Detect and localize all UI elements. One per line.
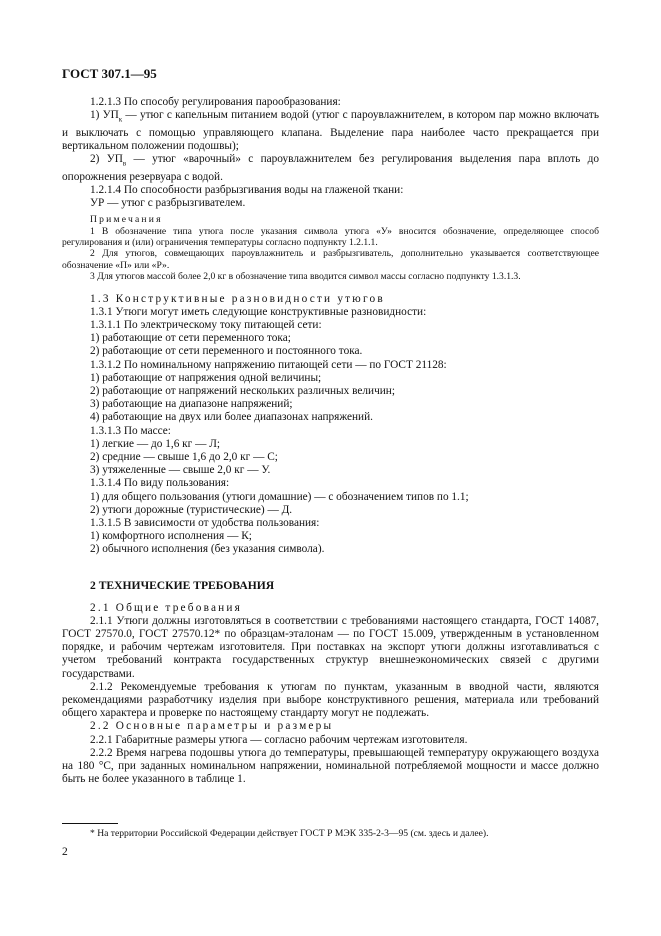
clause-1-3-1-2: 1.3.1.2 По номинальному напряжению питающей сети — по ГОСТ 21128:: [90, 358, 447, 371]
note-3: 3 Для утюгов массой более 2,0 кг в обозначение типа вводится символ массы согласно подпункту 1.3.1.3.: [90, 271, 521, 283]
clause-2-2-2: 2.2.2 Время нагрева подошвы утюга до температуры, превышающей температуру окружающего воздуха на 180 °С, при заданных номинальном напряжении, номинальной потребляемой мощности и массе должно быть не более указанного в таблице 1.: [62, 746, 599, 786]
list-item: 1) комфортного исполнения — К;: [90, 530, 252, 543]
footnote: * На территории Российской Федерации действует ГОСТ Р МЭК 335-2-3—95 (см. здесь и далее).: [90, 828, 489, 839]
list-item: 4) работающие на двух или более диапазонах напряжений.: [90, 411, 373, 424]
list-item: 2) работающие от сети переменного и постоянного тока.: [90, 345, 363, 358]
list-item: 2) обычного исполнения (без указания символа).: [90, 543, 325, 556]
clause-1-3-1-1: 1.3.1.1 По электрическому току питающей сети:: [90, 318, 322, 331]
list-item: 2) утюги дорожные (туристические) — Д.: [90, 503, 293, 516]
item-up-v: 2) $УП_в$ — утюг «варочный» с пароувлажнителем без регулирования выделения пара вплоть до опорожнения резервуара с водой.: [62, 153, 599, 183]
list-item: 3) утяжеленные — свыше 2,0 кг — У.: [90, 464, 271, 477]
clause-1-3-1-5: 1.3.1.5 В зависимости от удобства пользования:: [90, 517, 320, 530]
list-item: 2) работающие от напряжений нескольких различных величин;: [90, 384, 395, 397]
note-2: 2 Для утюгов, совмещающих пароувлажнитель и разбрызгиватель, дополнительно указывается соответствующее обозначение «П» или «Р».: [62, 248, 599, 271]
section-1-3-title: 1.3 Конструктивные разновидности утюгов: [90, 292, 385, 305]
clause-2-2-1: 2.2.1 Габаритные размеры утюга — согласно рабочим чертежам изготовителя.: [90, 733, 468, 746]
footnote-divider: [62, 823, 118, 824]
section-2-1-title: 2.1 Общие требования: [90, 601, 243, 614]
clause-1-2-1-4: 1.2.1.4 По способности разбрызгивания воды на глаженой ткани:: [90, 183, 404, 196]
clause-2-1-2: 2.1.2 Рекомендуемые требования к утюгам по пунктам, указанным в вводной части, являются рекомендациями разработчику изделия при выборе конструктивного решения, материала или требований общего характера и проверке по настоящему стандарту могут не подлежать.: [62, 680, 599, 720]
item-ur: УР — утюг с разбрызгивателем.: [90, 196, 246, 209]
item-up-k: 1) $УП_к$ — утюг с капельным питанием водой (утюг с пароувлажнителем, в котором пар можно включать и выключать с помощью управляющего клапана. Выделение пара наиболее часто прекращается при вертикальном положении подошвы);: [62, 109, 599, 152]
section-2-2-title: 2.2 Основные параметры и размеры: [90, 720, 334, 733]
list-item: 2) средние — свыше 1,6 до 2,0 кг — С;: [90, 451, 278, 463]
clause-2-1-1: 2.1.1 Утюги должны изготовляться в соответствии с требованиями настоящего стандарта, ГОСТ 14087, ГОСТ 27570.0, ГОСТ 27570.12* по образцам-эталонам — по ГОСТ 15.009, утвержденным в установленном порядке, и рабочим чертежам изготовителя. При поставках на экспорт утюги должны изготавливаться с учетом требований контракта государственных структур внешнеэкономических связей с другими государствами.: [62, 614, 599, 680]
page-number: 2: [62, 846, 68, 858]
clause-1-2-1-3: 1.2.1.3 По способу регулирования парообразования:: [90, 96, 341, 108]
document-header: ГОСТ 307.1—95: [62, 66, 157, 81]
document-body: [62, 96, 599, 786]
notes-title: Примечания: [90, 214, 163, 226]
list-item: 1) легкие — до 1,6 кг — Л;: [90, 437, 221, 450]
list-item: 3) работающие на диапазоне напряжений;: [90, 398, 293, 411]
list-item: 1) работающие от напряжения одной величины;: [90, 371, 322, 384]
clause-1-3-1: 1.3.1 Утюги могут иметь следующие конструктивные разновидности:: [90, 305, 427, 318]
note-1: 1 В обозначение типа утюга после указания символа утюга «У» вносится обозначение, определяющее способ регулирования и (или) ограничения температуры согласно подпункту 1.2.1.1.: [62, 225, 599, 248]
section-2-heading: 2 ТЕХНИЧЕСКИЕ ТРЕБОВАНИЯ: [90, 578, 275, 592]
clause-1-3-1-4: 1.3.1.4 По виду пользования:: [90, 477, 230, 490]
list-item: 1) работающие от сети переменного тока;: [90, 332, 291, 345]
clause-1-3-1-3: 1.3.1.3 По массе:: [90, 424, 171, 437]
list-item: 1) для общего пользования (утюги домашние) — с обозначением типов по 1.1;: [90, 490, 469, 503]
